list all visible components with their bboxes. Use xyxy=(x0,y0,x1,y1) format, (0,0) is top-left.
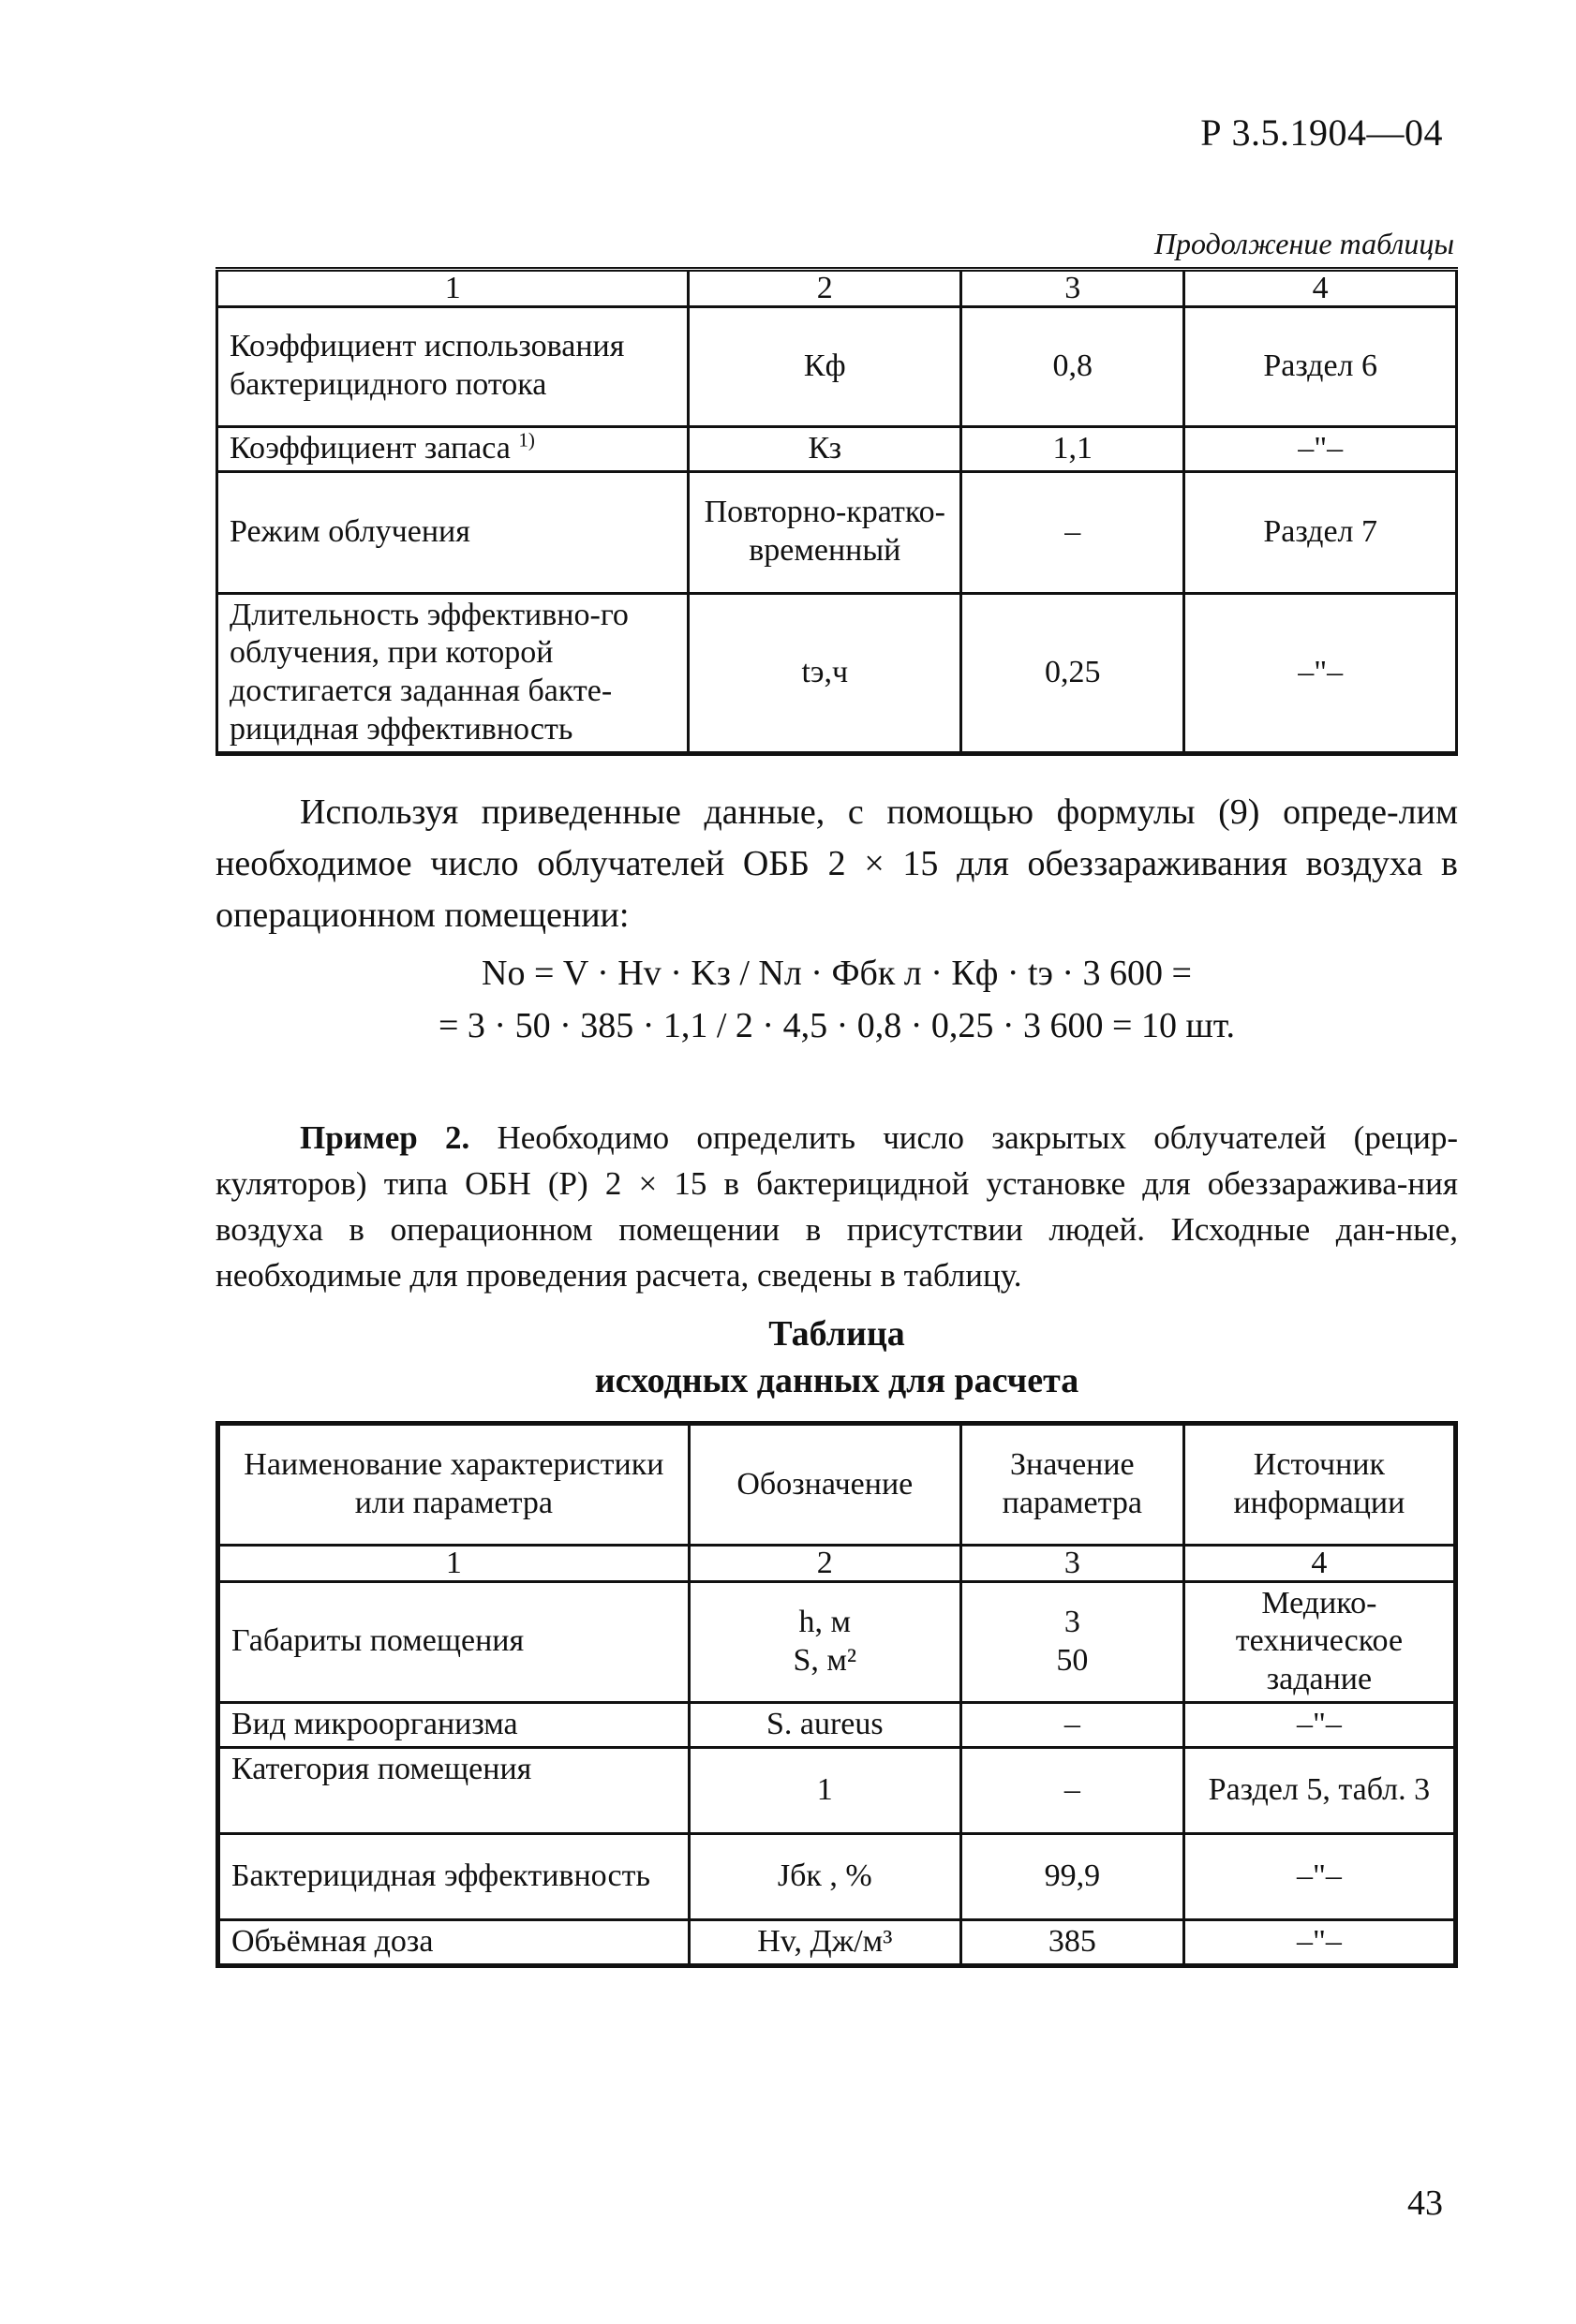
table-row xyxy=(217,426,1457,471)
table-continuation-note: Продолжение таблицы xyxy=(1153,227,1454,260)
parameters-table-continued xyxy=(216,267,1458,756)
param-name: Объёмная доза xyxy=(218,1920,690,1966)
param-symbol: Jбк , % xyxy=(689,1834,960,1920)
param-symbol: S. aureus xyxy=(689,1703,960,1748)
table-row xyxy=(217,593,1457,753)
col-number: 3 xyxy=(961,270,1184,307)
param-symbol: 1 xyxy=(689,1748,960,1834)
param-value: – xyxy=(961,471,1184,593)
param-name: Вид микроорганизма xyxy=(218,1703,690,1748)
col-number: 2 xyxy=(689,270,961,307)
table-subtitle: исходных данных для расчета xyxy=(594,1361,1079,1400)
param-name: Коэффициент использования бактерицидного потока xyxy=(217,306,689,426)
param-name: Длительность эффективно-го облучения, при которой достигается заданная бакте-рицидная эффективность xyxy=(217,593,689,753)
param-source: Раздел 7 xyxy=(1184,471,1457,593)
param-symbol: Кз xyxy=(689,426,961,471)
symbol-line: S, м² xyxy=(793,1642,857,1678)
param-source: –"– xyxy=(1184,593,1457,753)
symbol-line: h, м xyxy=(798,1605,852,1640)
param-value: 99,9 xyxy=(960,1834,1183,1920)
col-number: 4 xyxy=(1184,270,1457,307)
column-header: Наименование характеристики или параметра xyxy=(218,1424,690,1546)
param-name-text: Коэффициент запаса xyxy=(230,430,511,466)
paragraph-text: Используя приведенные данные, с помощью формулы (9) опреде-лим необходимое число облучателей ОББ 2 × 15 для обеззараживания воздуха в операционном помещении: xyxy=(216,792,1458,936)
param-value: 385 xyxy=(960,1920,1183,1966)
param-source: –"– xyxy=(1183,1834,1455,1920)
column-number-row xyxy=(217,270,1457,307)
param-symbol: Кф xyxy=(689,306,961,426)
param-value: 1,1 xyxy=(961,426,1184,471)
param-symbol: Hv, Дж/м³ xyxy=(689,1920,960,1966)
col-number: 3 xyxy=(960,1546,1183,1582)
document-code: Р 3.5.1904—04 xyxy=(1200,111,1443,154)
param-source: –"– xyxy=(1183,1920,1455,1966)
value-line: 50 xyxy=(1056,1642,1089,1678)
param-value: – xyxy=(960,1703,1183,1748)
footnote-mark: 1) xyxy=(518,428,535,451)
formula-line: = 3 · 50 · 385 · 1,1 / 2 · 4,5 · 0,8 · 0,25 · 3 600 = 10 шт. xyxy=(438,1006,1235,1045)
param-symbol xyxy=(689,1581,960,1702)
param-symbol: tэ,ч xyxy=(689,593,961,753)
example-label: Пример 2. xyxy=(300,1119,470,1156)
param-source: –"– xyxy=(1184,426,1457,471)
param-name: Режим облучения xyxy=(217,471,689,593)
param-symbol: Повторно-кратко-временный xyxy=(689,471,961,593)
param-source: Раздел 5, табл. 3 xyxy=(1183,1748,1455,1834)
column-header: Обозначение xyxy=(689,1424,960,1546)
param-name: Габариты помещения xyxy=(218,1581,690,1702)
table-row xyxy=(218,1748,1456,1834)
param-value xyxy=(960,1581,1183,1702)
value-line: 3 xyxy=(1063,1605,1080,1640)
input-data-table xyxy=(216,1421,1458,1968)
param-source: –"– xyxy=(1183,1703,1455,1748)
param-value: 0,25 xyxy=(961,593,1184,753)
example-paragraph xyxy=(216,1115,1458,1298)
param-name xyxy=(217,426,689,471)
header-row xyxy=(218,1424,1456,1546)
example-text: Необходимо определить число закрытых облучателей (рецир-куляторов) типа ОБН (Р) 2 × 15 в бактерицидной установке для обеззаражива-ния воздуха в операционном помещении в присутствии людей. Исходные дан-ные, необходимые для проведения расчета, сведены в таблицу. xyxy=(216,1119,1458,1294)
column-header: Источник информации xyxy=(1183,1424,1455,1546)
param-source: Раздел 6 xyxy=(1184,306,1457,426)
col-number: 2 xyxy=(689,1546,960,1582)
table-row xyxy=(218,1920,1456,1966)
formula-line: Nо = V · Hv · Kз / Nл · Фбк л · Кф · tэ · 3 600 = xyxy=(482,954,1192,993)
table-row xyxy=(217,471,1457,593)
param-name: Бактерицидная эффективность xyxy=(218,1834,690,1920)
page-number: 43 xyxy=(1407,2183,1443,2223)
table-row xyxy=(217,306,1457,426)
col-number: 1 xyxy=(217,270,689,307)
table-row xyxy=(218,1581,1456,1702)
table-row xyxy=(218,1834,1456,1920)
param-value: – xyxy=(960,1748,1183,1834)
column-header: Значение параметра xyxy=(960,1424,1183,1546)
param-value: 0,8 xyxy=(961,306,1184,426)
column-number-row xyxy=(218,1546,1456,1582)
col-number: 4 xyxy=(1183,1546,1455,1582)
col-number: 1 xyxy=(218,1546,690,1582)
param-name: Категория помещения xyxy=(218,1748,690,1834)
param-source: Медико-техническое задание xyxy=(1183,1581,1455,1702)
table-row xyxy=(218,1703,1456,1748)
table-title: Таблица xyxy=(768,1314,905,1354)
